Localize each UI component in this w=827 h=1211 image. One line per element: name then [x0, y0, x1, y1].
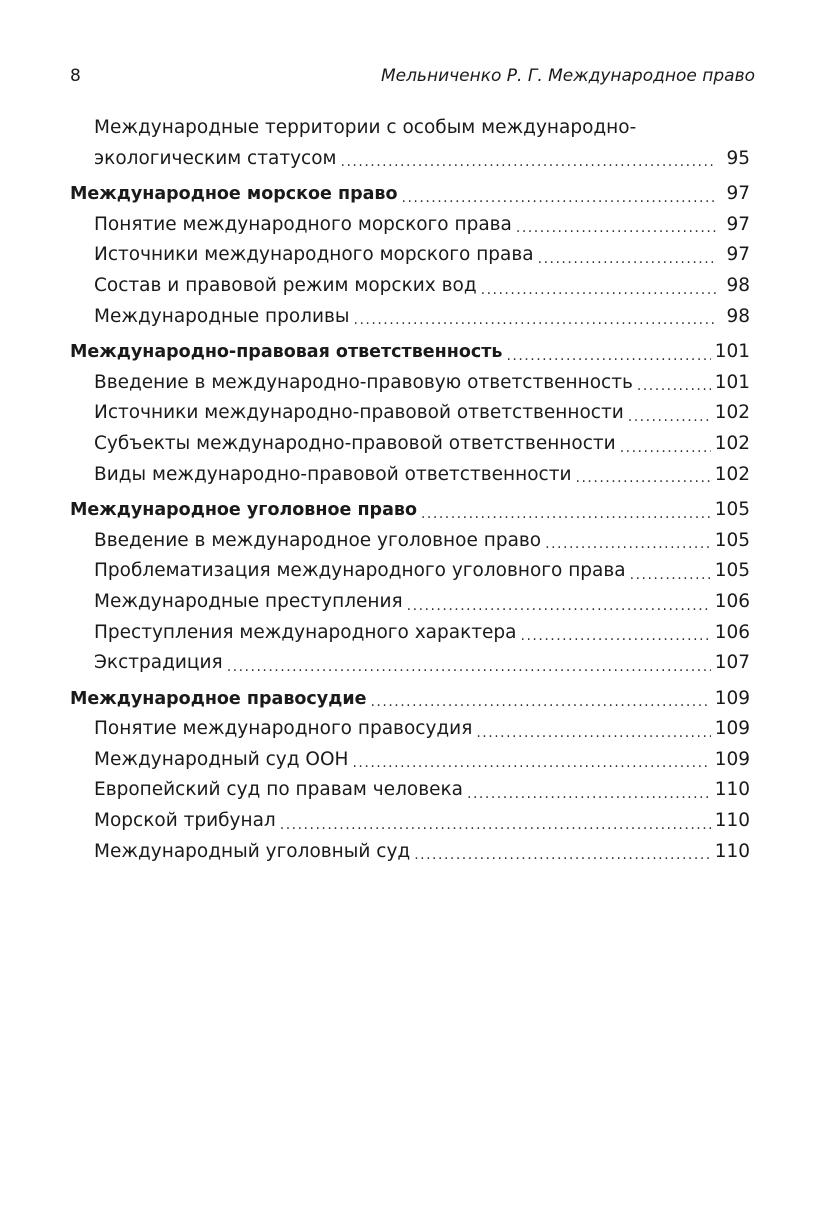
toc-section-heading[interactable]	[70, 337, 750, 368]
toc-item-page: 98	[726, 305, 750, 327]
toc-item[interactable]	[70, 113, 750, 174]
toc-leader-dots	[467, 782, 711, 806]
toc-item-page: 95	[726, 147, 750, 169]
toc-section-page: 105	[714, 499, 750, 521]
toc-leader-dots	[280, 813, 711, 837]
toc-section-group	[70, 495, 750, 679]
toc-leader-dots	[421, 502, 711, 526]
toc-section-title: Международное правосудие	[70, 688, 367, 709]
page-number: 8	[70, 66, 81, 86]
toc-item-title: Экстрадиция	[94, 652, 223, 674]
toc-leader-dots	[521, 624, 711, 648]
toc-item-title: Преступления международного характера	[94, 621, 517, 643]
toc-item-title: Субъекты международно-правовой ответственности	[94, 432, 616, 454]
toc-section-page: 101	[714, 341, 750, 363]
toc-item-page: 102	[714, 432, 750, 454]
toc-section-heading[interactable]	[70, 684, 750, 715]
toc-item-title: Международные проливы	[94, 305, 350, 327]
toc-item[interactable]	[70, 271, 750, 302]
toc-item-title: Введение в международно-правовую ответственность	[94, 371, 633, 393]
toc-item[interactable]	[70, 587, 750, 618]
toc-section-group	[70, 337, 750, 490]
toc-leader-dots	[538, 247, 716, 271]
toc-item-page: 110	[714, 779, 750, 801]
toc-item-page: 109	[714, 748, 750, 770]
toc-section-title: Международное уголовное право	[70, 500, 417, 521]
toc-item-title: Европейский суд по правам человека	[94, 779, 464, 801]
toc-item[interactable]	[70, 618, 750, 649]
toc-item-page: 102	[714, 463, 750, 485]
toc-section-group	[70, 684, 750, 868]
toc-item[interactable]	[70, 775, 750, 806]
toc-item[interactable]	[70, 714, 750, 745]
toc-item-title: Морской трибунал	[94, 810, 276, 832]
toc-leader-dots	[370, 690, 710, 714]
toc-item[interactable]	[70, 302, 750, 333]
toc-item-title: Введение в международное уголовное право	[94, 529, 542, 551]
toc-section-group	[70, 179, 750, 332]
toc-leader-dots	[414, 843, 710, 867]
toc-item[interactable]	[70, 398, 750, 429]
toc-item-title: Международные преступления	[94, 590, 403, 612]
toc-item-page: 97	[726, 244, 750, 266]
toc-item-page: 97	[726, 213, 750, 235]
toc-item[interactable]	[70, 526, 750, 557]
toc-section-heading[interactable]	[70, 495, 750, 526]
toc-item-page: 107	[714, 652, 750, 674]
toc-section-title: Международно-правовая ответственность	[70, 342, 503, 363]
toc-item[interactable]	[70, 460, 750, 491]
toc-item-page: 98	[726, 274, 750, 296]
toc-item[interactable]	[70, 745, 750, 776]
toc-item-title-line1: Международные территории с особым международно-	[94, 117, 637, 138]
toc-item-title-line2: экологическим статусом	[94, 147, 337, 169]
toc-item-page: 110	[714, 840, 750, 862]
toc-item-title: Понятие международного морского права	[94, 213, 512, 235]
toc-leader-dots	[630, 563, 711, 587]
toc-item[interactable]	[70, 806, 750, 837]
toc-leader-dots	[407, 594, 711, 618]
toc-leader-dots	[545, 532, 711, 556]
toc-intro-group	[70, 113, 750, 174]
running-head: Мельниченко Р. Г. Международное право	[380, 66, 755, 86]
toc-leader-dots	[476, 721, 710, 745]
toc-item[interactable]	[70, 210, 750, 241]
toc-leader-dots	[402, 186, 716, 210]
toc-item[interactable]	[70, 837, 750, 868]
toc-item-title: Проблематизация международного уголовного права	[94, 560, 626, 582]
toc-leader-dots	[227, 655, 711, 679]
toc-item[interactable]	[70, 648, 750, 679]
toc-section-page: 97	[726, 183, 750, 205]
toc-item-title: Источники международного морского права	[94, 244, 534, 266]
toc-leader-dots	[481, 278, 716, 302]
toc-leader-dots	[506, 344, 710, 368]
toc-leader-dots	[620, 436, 711, 460]
toc-item-title: Виды международно-правовой ответственности	[94, 463, 572, 485]
toc-leader-dots	[354, 308, 716, 332]
toc-item-title: Международный суд ООН	[94, 748, 349, 770]
toc-item-page: 105	[714, 529, 750, 551]
toc-leader-dots	[576, 466, 711, 490]
toc-leader-dots	[628, 405, 711, 429]
toc-item-title: Международный уголовный суд	[94, 840, 411, 862]
toc-section-heading[interactable]	[70, 179, 750, 210]
toc-section-title: Международное морское право	[70, 184, 398, 205]
toc-leader-dots	[352, 751, 710, 775]
toc-item-page: 105	[714, 560, 750, 582]
toc-item-page: 109	[714, 718, 750, 740]
toc-item[interactable]	[70, 368, 750, 399]
toc-item-title: Понятие международного правосудия	[94, 718, 473, 740]
toc-item[interactable]	[70, 429, 750, 460]
toc-item-page: 110	[714, 810, 750, 832]
toc-item-page: 101	[714, 371, 750, 393]
toc-item[interactable]	[70, 556, 750, 587]
toc-item-page: 106	[714, 590, 750, 612]
toc-item[interactable]	[70, 240, 750, 271]
toc-leader-dots	[637, 374, 711, 398]
table-of-contents	[70, 113, 750, 872]
toc-leader-dots	[516, 216, 716, 240]
toc-item-title: Источники международно-правовой ответственности	[94, 402, 624, 424]
toc-leader-dots	[341, 150, 716, 174]
toc-section-page: 109	[714, 687, 750, 709]
toc-item-title: Состав и правовой режим морских вод	[94, 274, 477, 296]
toc-item-page: 106	[714, 621, 750, 643]
page-header	[70, 66, 755, 90]
toc-item-page: 102	[714, 402, 750, 424]
